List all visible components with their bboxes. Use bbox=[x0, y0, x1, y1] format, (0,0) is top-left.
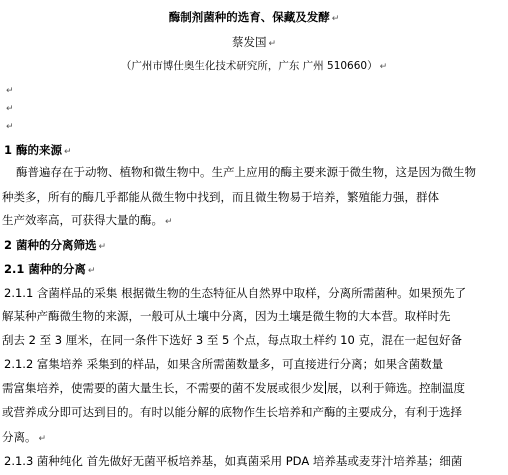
section-1-heading bbox=[4, 143, 72, 159]
body-line-text: 生产效率高，可获得大量的酶。 bbox=[2, 213, 163, 227]
doc-author bbox=[0, 35, 508, 51]
doc-affiliation bbox=[0, 59, 508, 74]
paragraph-mark: ↵ bbox=[379, 62, 388, 72]
body-line-text: 展，以利于筛选。控制温度 bbox=[327, 381, 465, 395]
body-line-text: 需富集培养，使需要的菌大量生长，不需要的菌不发展或很少发 bbox=[2, 381, 324, 395]
section-2-1-heading-text: 2.1 菌种的分离 bbox=[4, 262, 86, 276]
paragraph-mark: ↵ bbox=[38, 434, 47, 444]
section-2-heading bbox=[4, 238, 106, 254]
doc-title bbox=[0, 10, 508, 26]
body-line: 种类多，所有的酶几乎都能从微生物中找到，而且微生物易于培养，繁殖能力强，群体 bbox=[2, 190, 439, 204]
paragraph-mark: ↵ bbox=[98, 242, 107, 252]
text-cursor bbox=[325, 381, 326, 394]
body-line bbox=[2, 381, 465, 395]
paragraph-mark: ↵ bbox=[64, 147, 72, 157]
body-line bbox=[2, 430, 46, 446]
body-line: 2.1.2 富集培养 采集到的样品，如果含所需菌数量多，可直接进行分离；如果含菌数量 bbox=[4, 357, 444, 371]
section-1-heading-text: 1 酶的来源 bbox=[4, 143, 63, 157]
empty-paragraph bbox=[4, 118, 14, 134]
doc-title-text: 酶制剂菌种的选育、保藏及发酵 bbox=[168, 10, 330, 24]
paragraph-mark: ↵ bbox=[87, 266, 96, 276]
paragraph-mark: ↵ bbox=[165, 217, 173, 227]
empty-paragraph bbox=[4, 100, 14, 116]
paragraph-mark: ↵ bbox=[6, 104, 14, 114]
body-line bbox=[2, 213, 173, 229]
body-line-text: 分离。 bbox=[2, 430, 37, 444]
body-line: 刮去 2 至 3 厘米，在同一条件下选好 3 至 5 个点，每点取土样约 10 克，混在一起包好备 bbox=[2, 333, 462, 347]
body-line: 解某种产酶微生物的来源，一般可从土壤中分离，因为土壤是微生物的大本营。取样时先 bbox=[2, 309, 451, 323]
body-line: 或营养成分即可达到目的。有时以能分解的底物作生长培养和产酶的主要成分，有利于选择 bbox=[2, 405, 462, 419]
section-2-heading-text: 2 菌种的分离筛选 bbox=[4, 238, 97, 252]
doc-author-text: 蔡发国 bbox=[231, 35, 267, 49]
paragraph-mark: ↵ bbox=[6, 122, 14, 132]
paragraph-mark: ↵ bbox=[331, 14, 340, 24]
doc-affiliation-text: （广州市博仕奥生化技术研究所，广东 广州 510660） bbox=[120, 60, 378, 72]
paragraph-mark: ↵ bbox=[6, 86, 14, 96]
body-line: 2.1.3 菌种纯化 首先做好无菌平板培养基，如真菌采用 PDA 培养基或麦芽汁培养基；细菌 bbox=[4, 454, 463, 468]
body-line: 2.1.1 含菌样品的采集 根据微生物的生态特征从自然界中取样，分离所需菌种。如果预先了 bbox=[4, 286, 467, 300]
body-line: 酶普遍存在于动物、植物和微生物中。生产上应用的酶主要来源于微生物，这是因为微生物 bbox=[16, 165, 476, 179]
paragraph-mark: ↵ bbox=[268, 39, 277, 49]
empty-paragraph bbox=[4, 82, 14, 98]
section-2-1-heading bbox=[4, 262, 95, 278]
